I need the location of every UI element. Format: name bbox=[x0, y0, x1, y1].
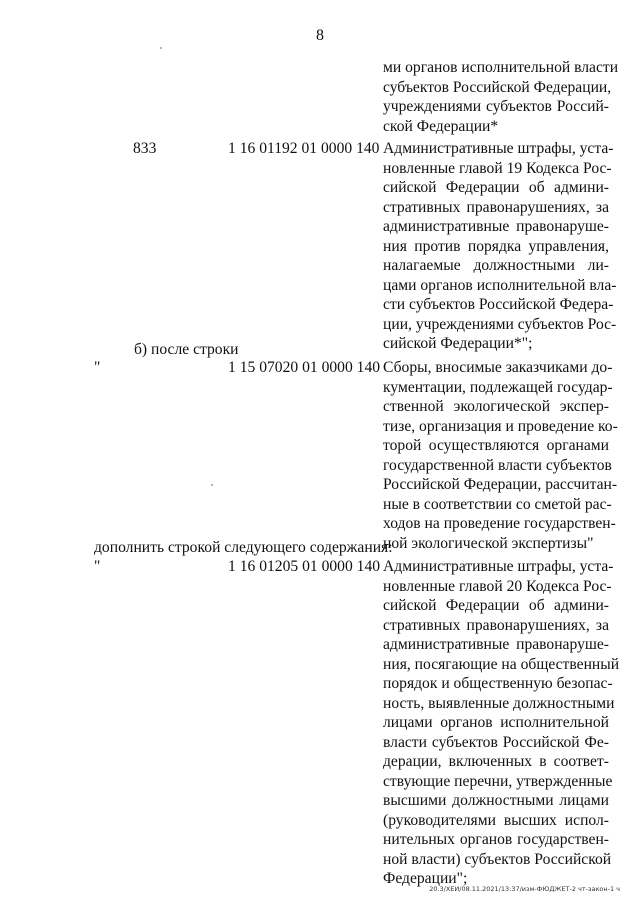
description-line: административные правонаруше- bbox=[383, 636, 609, 653]
description-line: тизе, организация и проведение ко- bbox=[383, 417, 618, 435]
description-line: ми органов исполнительной власти bbox=[383, 59, 619, 76]
description-line: ходов на проведение государствен- bbox=[383, 515, 616, 532]
row2-kbk: 1 15 07020 01 0000 140 bbox=[228, 359, 381, 376]
description-line: цами органов исполнительной вла- bbox=[383, 276, 617, 294]
page-number: 8 bbox=[316, 27, 324, 44]
description-line: сийской Федерации об админи- bbox=[383, 179, 609, 196]
instruction-b: б) после строки bbox=[134, 341, 239, 358]
scan-speck bbox=[211, 484, 213, 486]
description-line: дерации, включенных в соответ- bbox=[383, 753, 609, 770]
description-line: власти субъектов Российской Фе- bbox=[383, 733, 609, 751]
instruction-add: дополнить строкой следующего содержания: bbox=[94, 539, 393, 556]
description-line: сийской Федерации об админи- bbox=[383, 597, 609, 614]
row0-description bbox=[383, 58, 619, 136]
description-line: стративных правонарушениях, за bbox=[383, 198, 609, 216]
description-line: Административные штрафы, уста- bbox=[383, 558, 614, 575]
description-line: ственной экологической экспер- bbox=[383, 398, 609, 415]
description-line: государственной власти субъектов bbox=[383, 456, 612, 474]
row3-kbk: 1 16 01205 01 0000 140 bbox=[228, 558, 381, 575]
description-line: ные в соответствии со сметой рас- bbox=[383, 495, 612, 513]
description-line: учреждениями субъектов Россий- bbox=[383, 98, 609, 115]
row1-description bbox=[383, 139, 617, 354]
description-line: новленные главой 19 Кодекса Рос- bbox=[383, 159, 612, 177]
description-line: нительных органов государствен- bbox=[383, 831, 609, 848]
description-line: высшими должностными лицами bbox=[383, 792, 609, 809]
description-line: порядок и общественную безопас- bbox=[383, 675, 613, 692]
description-line: ной экологической экспертизы" bbox=[383, 534, 594, 552]
description-line: ния, посягающие на общественный bbox=[383, 655, 620, 673]
description-line: Российской Федерации, рассчитан- bbox=[383, 476, 618, 493]
description-line: субъектов Российской Федерации, bbox=[383, 78, 612, 96]
description-line: ской Федерации* bbox=[383, 117, 499, 135]
row2-description bbox=[383, 358, 618, 553]
description-line: административные правонаруше- bbox=[383, 218, 609, 235]
description-line: Сборы, вносимые заказчиками до- bbox=[383, 359, 613, 376]
row2-quote: " bbox=[94, 359, 101, 376]
description-line: налагаемые должностными ли- bbox=[383, 257, 609, 274]
row1-kbk: 1 16 01192 01 0000 140 bbox=[228, 140, 380, 157]
description-line: ность, выявленные должностными bbox=[383, 694, 615, 712]
description-line: Административные штрафы, уста- bbox=[383, 140, 614, 157]
row3-quote: " bbox=[94, 558, 101, 575]
description-line: ной власти) субъектов Российской bbox=[383, 850, 612, 868]
description-line: ствующие перечни, утвержденные bbox=[383, 772, 613, 790]
description-line: сийской Федерации*"; bbox=[383, 335, 533, 352]
scan-speck bbox=[160, 47, 162, 49]
footer-stamp: 20.3/ХЕИ/08.11.2021/13:37/изм-ФЮДЖЕТ-2 чт-закон-1 ч bbox=[429, 885, 620, 893]
description-line: (руководителями высших испол- bbox=[383, 811, 609, 829]
description-line: кументации, подлежащей государ- bbox=[383, 378, 613, 396]
description-line: лицами органов исполнительной bbox=[383, 714, 609, 731]
description-line: ции, учреждениями субъектов Рос- bbox=[383, 315, 617, 333]
description-line: сти субъектов Российской Федера- bbox=[383, 296, 614, 313]
description-line: ния против порядка управления, bbox=[383, 237, 609, 255]
description-line: Федерации"; bbox=[383, 870, 468, 887]
description-line: торой осуществляются органами bbox=[383, 437, 609, 454]
description-line: стративных правонарушениях, за bbox=[383, 616, 609, 634]
row1-admin-code: 833 bbox=[133, 140, 157, 157]
description-line: новленные главой 20 Кодекса Рос- bbox=[383, 577, 612, 595]
